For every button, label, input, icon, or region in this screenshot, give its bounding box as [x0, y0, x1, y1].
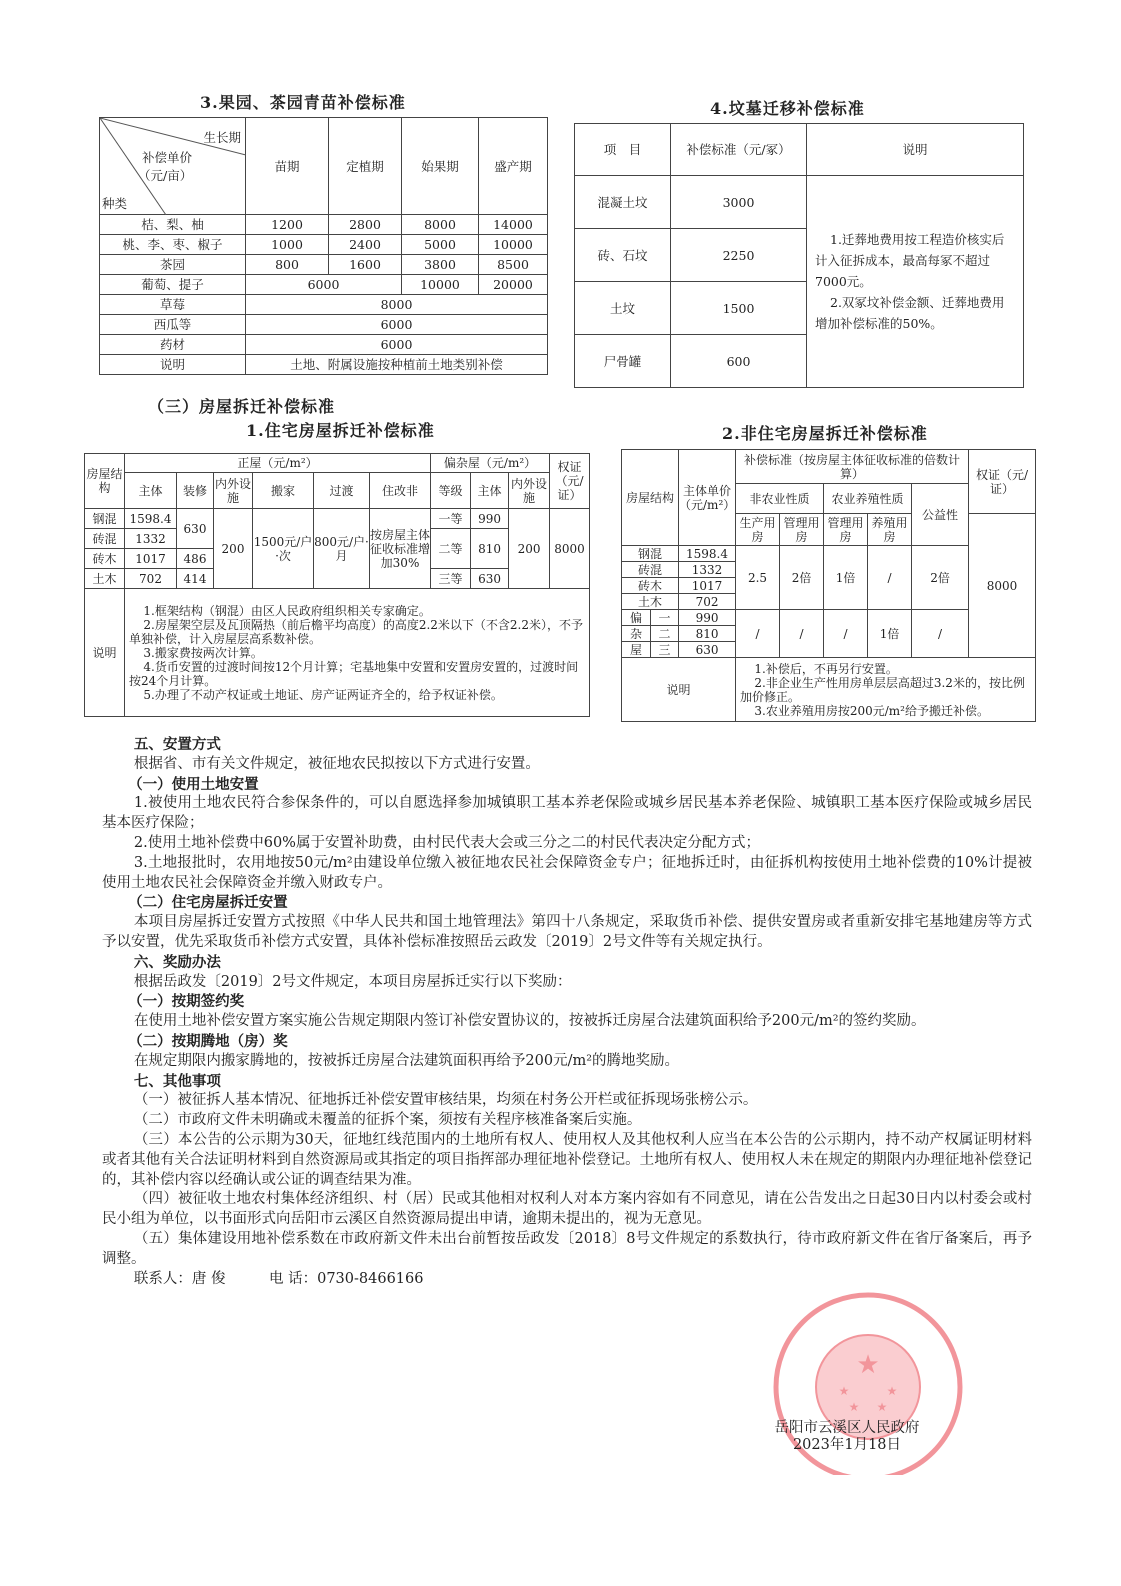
- table-row: [100, 235, 548, 255]
- table-cell: 2倍: [780, 546, 824, 610]
- table-cell: 810: [679, 626, 736, 642]
- paragraph: 联系人：唐 俊 电 话：0730-8466166: [133, 1270, 424, 1287]
- table-row: [575, 176, 1024, 229]
- column-header: 过渡: [314, 473, 370, 509]
- paragraph: 在规定期限内搬家腾地的，按被拆迁房屋合法建筑面积再给予200元/m²的腾地奖励。: [133, 1052, 680, 1069]
- paragraph: 2.使用土地补偿费中60%属于安置补助费，由村民代表大会或三分之二的村民代表决定分配方式；: [133, 834, 760, 851]
- section-heading: （二）按期腾地（房）奖: [128, 1032, 288, 1050]
- table-cell: 2800: [329, 215, 402, 235]
- grade-label: 二等: [431, 529, 471, 569]
- table-cell: 6000: [246, 315, 548, 335]
- table-row: [100, 335, 548, 355]
- row-label: 草莓: [100, 295, 246, 315]
- column-header: 主体: [125, 473, 177, 509]
- residential-table-title: 1.住宅房屋拆迁补偿标准: [246, 421, 435, 440]
- row-label: 葡萄、提子: [100, 275, 246, 295]
- residential-compensation-table: [84, 453, 590, 717]
- note-line: 3.搬家费按两次计算。: [143, 645, 263, 660]
- nonresidential-compensation-table: [621, 449, 1036, 722]
- table-cell: 630: [177, 509, 214, 549]
- note-line: 2.房屋架空层及瓦顶隔热（前后檐平均高度）的高度2.2米以下（不含2.2米），不予单独补偿，计入房屋层高系数补偿。: [129, 617, 584, 646]
- note-line: 3.农业养殖用房按200元/m²给予搬迁补偿。: [754, 703, 989, 718]
- table-cell: 702: [125, 569, 177, 589]
- row-label: 土木: [85, 569, 125, 589]
- column-header: 苗期: [246, 118, 329, 215]
- header-side-house: 偏杂屋（元/m²）: [431, 454, 550, 473]
- row-label: 说明: [100, 355, 246, 375]
- table-cell: 8000: [969, 514, 1036, 658]
- table-cell: 8000: [550, 509, 590, 589]
- header-unit: （元/亩）: [138, 168, 193, 183]
- svg-text:★: ★: [856, 1350, 880, 1380]
- note-line: 2.非企业生产性用房单层层高超过3.2米的，按比例加价修正。: [740, 675, 1025, 704]
- header-certificate: 权证（元/证）: [969, 450, 1036, 514]
- issue-date: 2023年1月18日: [792, 1437, 902, 1453]
- note-line: 2.双冢坟补偿金额、迁葬地费用增加补偿标准的50%。: [815, 295, 1005, 331]
- row-label: 砖、石坟: [575, 229, 671, 282]
- table-cell: 200: [214, 509, 253, 589]
- section-heading: （二）住宅房屋拆迁安置: [128, 894, 288, 912]
- table-row: [100, 355, 548, 375]
- header-main-house: 正屋（元/m²）: [125, 454, 431, 473]
- table-cell: 1倍: [868, 610, 912, 658]
- row-label: 土木: [622, 594, 679, 610]
- table-row: [100, 255, 548, 275]
- row-label: 茶园: [100, 255, 246, 275]
- orchard-table-title: 3.果园、茶园青苗补偿标准: [200, 93, 406, 112]
- header-structure: 房屋结构: [622, 450, 679, 546]
- table-cell: 1200: [246, 215, 329, 235]
- paragraph: 在使用土地补偿安置方案实施公告规定期限内签订补偿安置协议的，按被拆迁房屋合法建筑面积给予200元/m²的签约奖励。: [133, 1013, 926, 1030]
- section-heading: （三）房屋拆迁补偿标准: [148, 397, 336, 416]
- paragraph: 根据省、市有关文件规定，被征地农民拟按以下方式进行安置。: [133, 755, 540, 772]
- table-cell: 6000: [246, 335, 548, 355]
- table-cell: /: [780, 610, 824, 658]
- table-cell: 990: [679, 610, 736, 626]
- table-cell: 1600: [329, 255, 402, 275]
- row-label: 土坟: [575, 282, 671, 335]
- table-row: [85, 509, 590, 529]
- section-heading: 六、奖励办法: [133, 953, 221, 971]
- grade-label: 三等: [431, 569, 471, 589]
- nonresidential-notes: [736, 658, 1036, 722]
- table-cell: 3800: [402, 255, 479, 275]
- column-header: 生产用房: [736, 514, 780, 546]
- table-row: [100, 315, 548, 335]
- column-header: 等级: [431, 473, 471, 509]
- table-cell: 990: [471, 509, 509, 529]
- paragraph: （二）市政府文件未明确或未覆盖的征拆个案，须按有关程序核准备案后实施。: [133, 1112, 642, 1129]
- column-header: 管理用房: [824, 514, 868, 546]
- table-cell: 10000: [479, 235, 548, 255]
- table-cell: 2250: [671, 229, 807, 282]
- table-cell: /: [912, 610, 969, 658]
- header-price: 主体单价（元/m²）: [679, 450, 736, 546]
- section-heading: 五、安置方式: [133, 736, 221, 753]
- grade-label: 一等: [431, 509, 471, 529]
- column-header: 住改非: [370, 473, 431, 509]
- note-line: 5.办理了不动产权证或土地证、房产证两证齐全的，给予权证补偿。: [143, 687, 503, 702]
- table-cell: 1598.4: [679, 546, 736, 562]
- header-standard: 补偿标准（按房屋主体征收标准的倍数计算）: [736, 450, 969, 484]
- signature-block: [752, 1420, 942, 1454]
- table-cell: 5000: [402, 235, 479, 255]
- header-structure: 房屋结构: [85, 454, 125, 509]
- header-certificate: 权证（元/证）: [550, 454, 590, 509]
- column-header: 主体: [471, 473, 509, 509]
- table-cell: /: [736, 610, 780, 658]
- column-header: 搬家: [253, 473, 314, 509]
- header-agricultural: 农业养殖性质: [824, 484, 912, 514]
- grade-label: 二: [651, 626, 679, 642]
- table-cell: 800元/户·月: [314, 509, 370, 589]
- table-cell: 486: [177, 549, 214, 569]
- diagonal-header-cell: [100, 118, 246, 215]
- paragraph: 1.被使用土地农民符合参保条件的，可以自愿选择参加城镇职工基本养老保险或城乡居民基本养老保险、城镇职工基本医疗保险或城乡居民基本医疗保险；: [102, 795, 1032, 832]
- residential-notes: [125, 589, 590, 717]
- table-cell: 3000: [671, 176, 807, 229]
- grade-label: 三: [651, 642, 679, 658]
- column-header: 管理用房: [780, 514, 824, 546]
- row-label: 说明: [622, 658, 736, 722]
- table-cell: 2400: [329, 235, 402, 255]
- table-cell: 600: [671, 335, 807, 388]
- paragraph: 本项目房屋拆迁安置方式按照《中华人民共和国土地管理法》第四十八条规定，采取货币补偿、提供安置房或者重新安排宅基地建房等方式予以安置，优先采取货币补偿方式安置，具体补偿标准按照岳云政发〔2019〕2号文件等有关规定执行。: [102, 914, 1032, 950]
- header-species: 种类: [102, 196, 128, 211]
- table-cell: 1500: [671, 282, 807, 335]
- svg-text:★: ★: [848, 1400, 860, 1414]
- column-header: 始果期: [402, 118, 479, 215]
- section-heading: （一）使用土地安置: [128, 775, 259, 793]
- table-cell: 1000: [246, 235, 329, 255]
- section-heading: 七、其他事项: [133, 1072, 221, 1090]
- paragraph: （四）被征收土地农村集体经济组织、村（居）民或其他相对权利人对本方案内容如有不同意见，请在公告发出之日起30日内以村委会或村民小组为单位，以书面形式向岳阳市云溪区自然资源局提出申请，逾期未提出的，视为无意见。: [102, 1191, 1032, 1228]
- table-cell: 1332: [679, 562, 736, 578]
- table-cell: 1017: [125, 549, 177, 569]
- table-cell: /: [824, 610, 868, 658]
- column-header: 说明: [807, 124, 1024, 176]
- table-row: [100, 295, 548, 315]
- table-cell: 14000: [479, 215, 548, 235]
- table-cell: /: [868, 546, 912, 610]
- table-cell: 630: [679, 642, 736, 658]
- table-cell: 810: [471, 529, 509, 569]
- row-label: 砖木: [622, 578, 679, 594]
- header-growth-stage: 生长期: [203, 130, 241, 145]
- row-label: 桃、李、枣、椒子: [100, 235, 246, 255]
- column-header: 盛产期: [479, 118, 548, 215]
- row-label: 砖混: [85, 529, 125, 549]
- note-line: 4.货币安置的过渡时间按12个月计算；宅基地集中安置和安置房安置的，过渡时间按24个月计算。: [129, 659, 579, 688]
- section-heading: （一）按期签约奖: [128, 993, 245, 1011]
- paragraph: （一）被征拆人基本情况、征地拆迁补偿安置审核结果，均须在村务公开栏或征拆现场张榜公示。: [133, 1092, 758, 1109]
- column-header: 补偿标准（元/冢）: [671, 124, 807, 176]
- table-note: 土地、附属设施按种植前土地类别补偿: [246, 355, 548, 375]
- row-label: 说明: [85, 589, 125, 717]
- table-cell: 按房屋主体征收标准增加30%: [370, 509, 431, 589]
- row-label: 尸骨罐: [575, 335, 671, 388]
- row-label: 钢混: [85, 509, 125, 529]
- note-line: 1.迁葬地费用按工程造价核实后计入征拆成本，最高每冢不超过7000元。: [815, 232, 1005, 289]
- svg-text:★: ★: [838, 1384, 850, 1398]
- grave-table-title: 4.坟墓迁移补偿标准: [710, 99, 865, 118]
- header-public-welfare: 公益性: [912, 484, 969, 546]
- table-cell: 1598.4: [125, 509, 177, 529]
- grave-notes: [807, 176, 1024, 388]
- table-cell: 8500: [479, 255, 548, 275]
- note-line: 1.框架结构（钢混）由区人民政府组织相关专家确定。: [143, 603, 431, 618]
- table-cell: 1017: [679, 578, 736, 594]
- table-cell: 1332: [125, 529, 177, 549]
- row-label: 药材: [100, 335, 246, 355]
- row-label: 桔、梨、柚: [100, 215, 246, 235]
- table-cell: 2.5: [736, 546, 780, 610]
- table-cell: 1500元/户·次: [253, 509, 314, 589]
- table-cell: 8000: [402, 215, 479, 235]
- side-house-label: 屋: [622, 642, 651, 658]
- row-label: 钢混: [622, 546, 679, 562]
- paragraph: （三）本公告的公示期为30天，征地红线范围内的土地所有权人、使用权人及其他权利人应当在本公告的公示期内，持不动产权属证明材料或者其他有关合法证明材料到自然资源局或其指定的项目指挥部办理征地补偿登记。土地所有权人、使用权人未在规定的期限内办理征地补偿登记的，其补偿内容以经确认或公证的调查结果为准。: [102, 1131, 1032, 1188]
- grave-compensation-table: [574, 123, 1024, 388]
- orchard-compensation-table: [99, 117, 548, 375]
- paragraph: （五）集体建设用地补偿系数在市政府新文件未出台前暂按岳政发〔2018〕8号文件规定的系数执行，待市政府新文件在省厅备案后，再予调整。: [102, 1230, 1032, 1267]
- table-cell: 8000: [246, 295, 548, 315]
- table-cell: 6000: [246, 275, 402, 295]
- svg-text:★: ★: [876, 1400, 888, 1414]
- paragraph: 3.土地报批时，农用地按50元/m²由建设单位缴入被征地农民社会保障资金专户；征地拆迁时，由征拆机构按使用土地补偿费的10%计提被使用土地农民社会保障资金并缴入财政专户。: [102, 854, 1032, 891]
- row-label: 砖木: [85, 549, 125, 569]
- table-cell: 414: [177, 569, 214, 589]
- table-row: [100, 275, 548, 295]
- table-cell: 10000: [402, 275, 479, 295]
- table-cell: 1倍: [824, 546, 868, 610]
- table-row: [100, 215, 548, 235]
- table-cell: 702: [679, 594, 736, 610]
- header-unit-price: 补偿单价: [142, 150, 193, 165]
- body-text: [102, 735, 1032, 1289]
- table-cell: 2倍: [912, 546, 969, 610]
- issuing-organization: 岳阳市云溪区人民政府: [774, 1420, 920, 1436]
- table-cell: 800: [246, 255, 329, 275]
- grade-label: 一: [651, 610, 679, 626]
- column-header: 项 目: [575, 124, 671, 176]
- paragraph: 根据岳政发〔2019〕2号文件规定，本项目房屋拆迁实行以下奖励：: [133, 973, 572, 990]
- column-header: 定植期: [329, 118, 402, 215]
- row-label: 混凝土坟: [575, 176, 671, 229]
- svg-text:★: ★: [886, 1384, 898, 1398]
- note-line: 1.补偿后，不再另行安置。: [754, 661, 898, 676]
- column-header: 养殖用房: [868, 514, 912, 546]
- table-cell: 200: [509, 509, 550, 589]
- table-cell: 630: [471, 569, 509, 589]
- column-header: 内外设施: [509, 473, 550, 509]
- row-label: 砖混: [622, 562, 679, 578]
- table-cell: 20000: [479, 275, 548, 295]
- side-house-label: 偏: [622, 610, 651, 626]
- column-header: 内外设施: [214, 473, 253, 509]
- side-house-label: 杂: [622, 626, 651, 642]
- row-label: 西瓜等: [100, 315, 246, 335]
- column-header: 装修: [177, 473, 214, 509]
- header-nonagricultural: 非农业性质: [736, 484, 824, 514]
- nonresidential-table-title: 2.非住宅房屋拆迁补偿标准: [722, 424, 928, 443]
